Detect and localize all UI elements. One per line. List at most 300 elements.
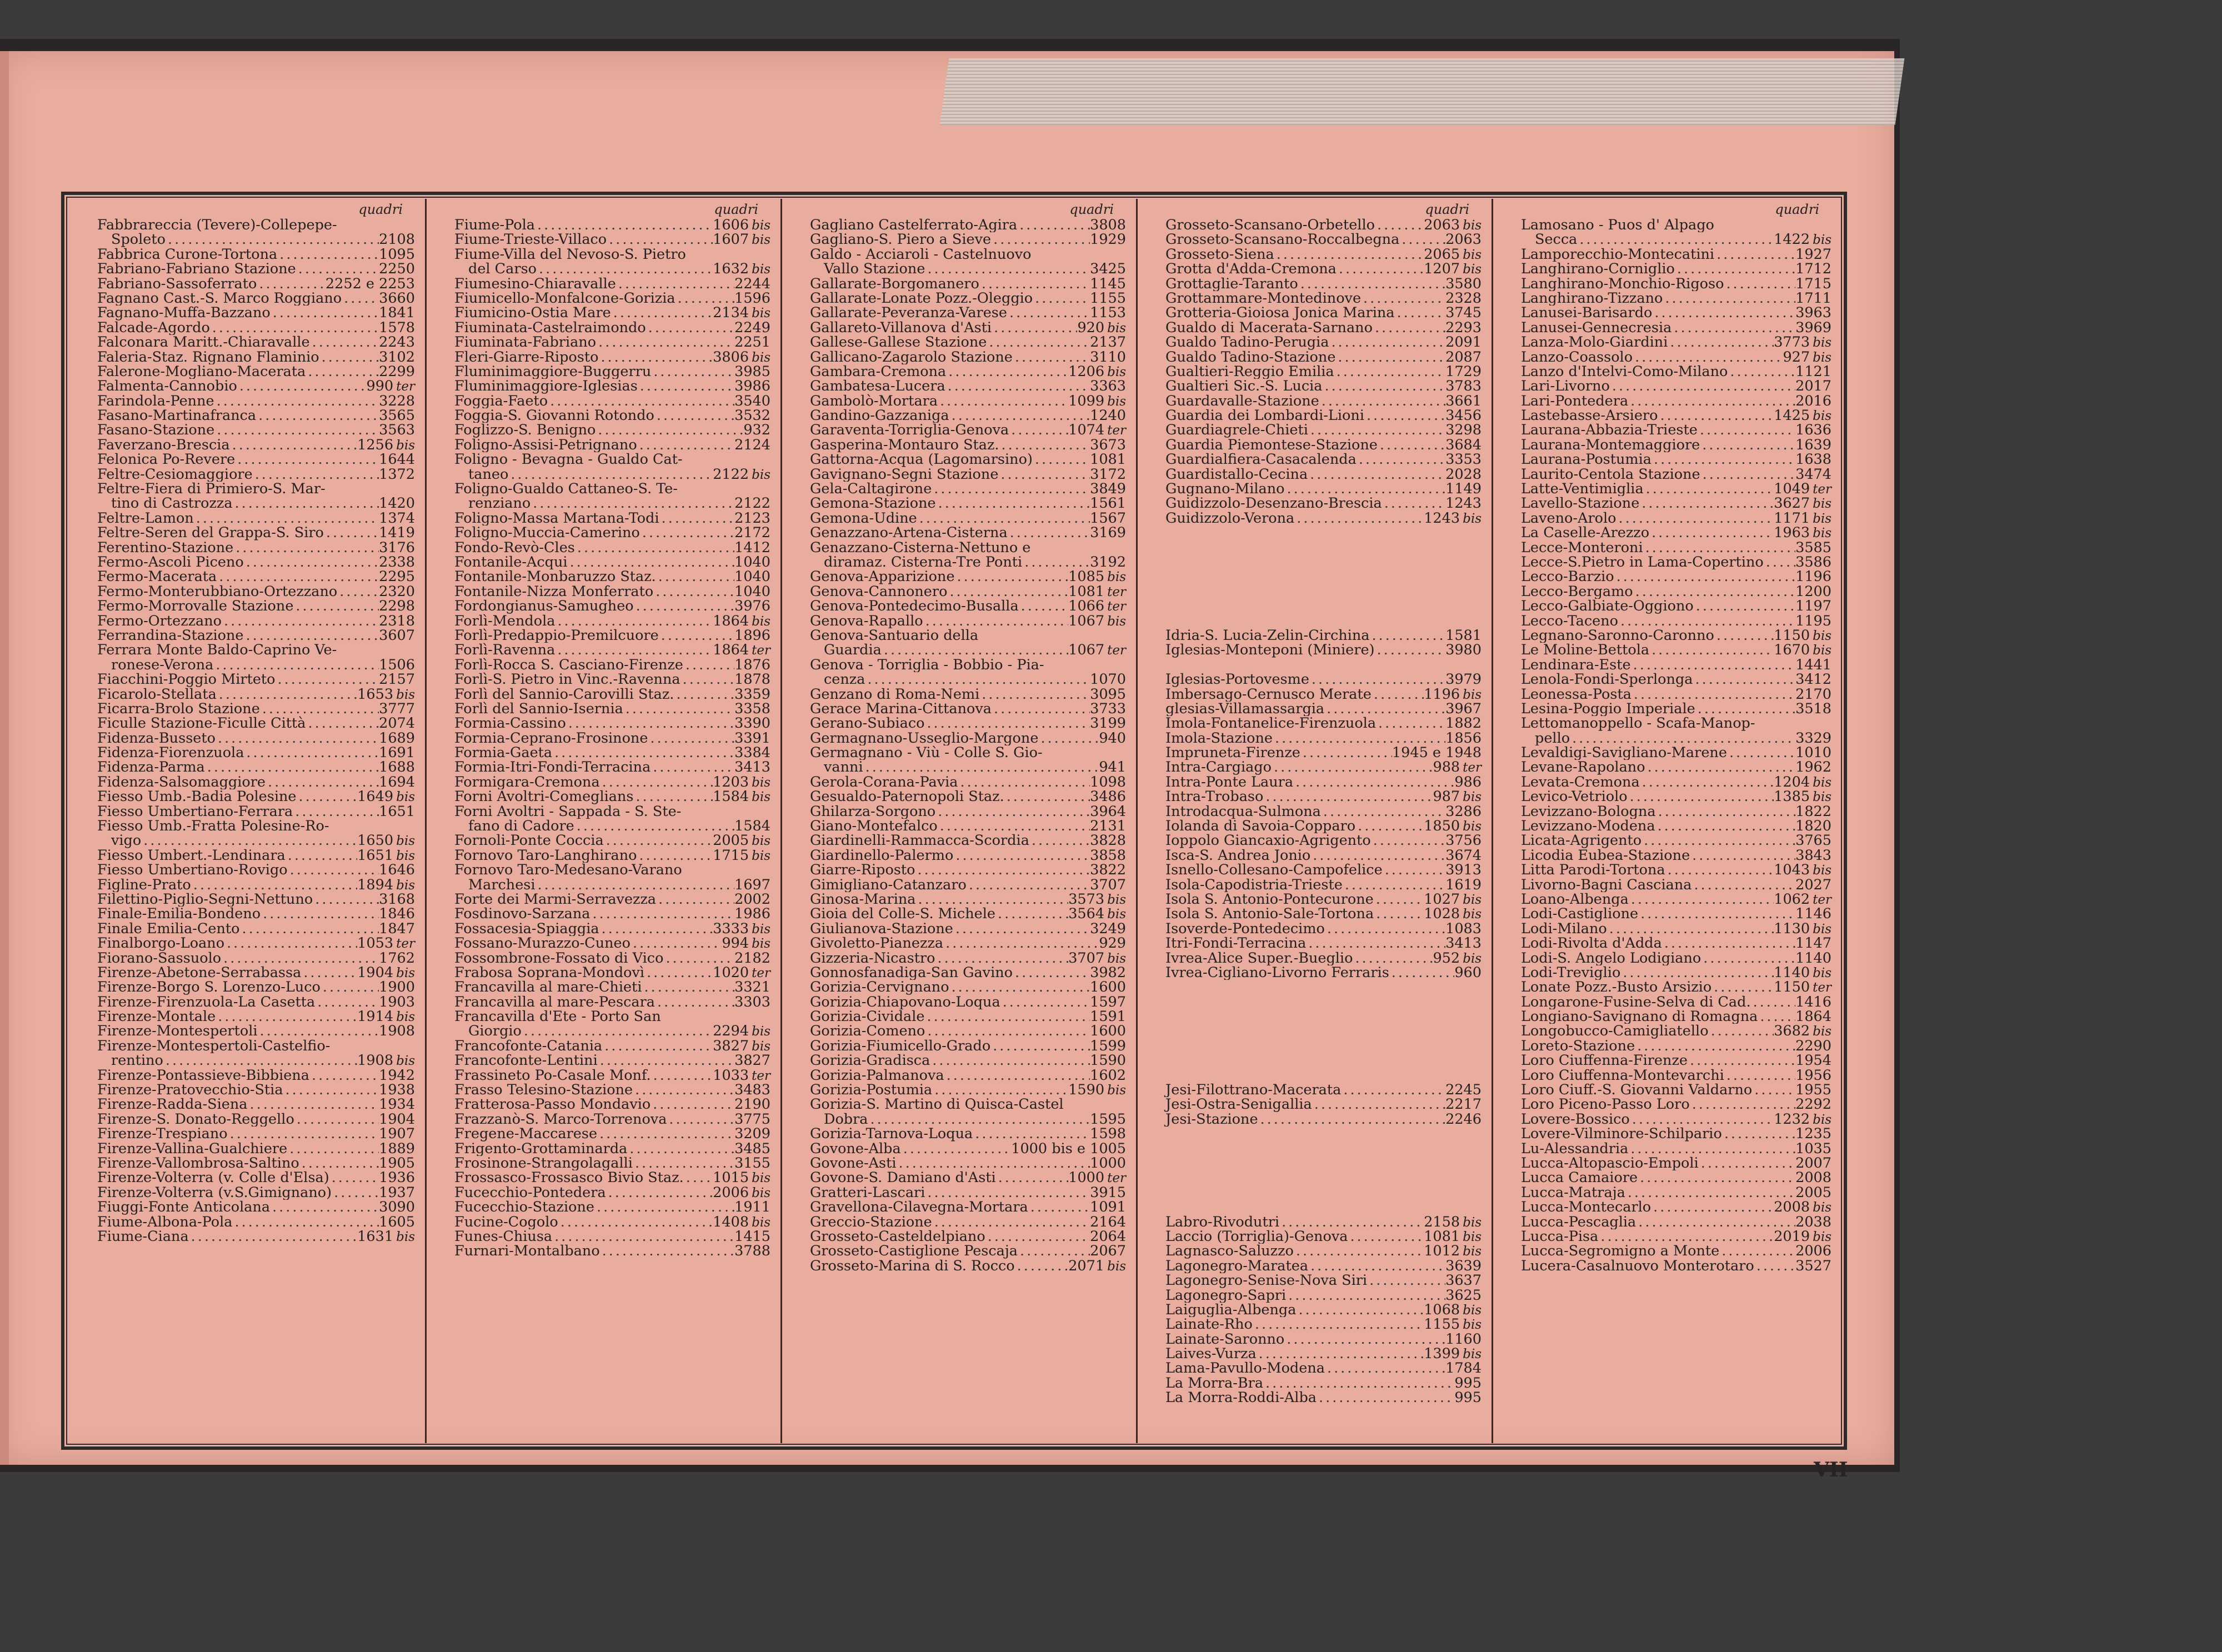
route-name: Imola-Stazione: [1165, 730, 1273, 746]
route-name: Gonnosfanadiga-San Gavino: [810, 965, 1013, 980]
leader-dots: [650, 1097, 734, 1112]
index-entry: [427, 833, 780, 848]
leader-dots: [535, 218, 713, 232]
index-entry: [1138, 306, 1492, 320]
route-name: Guardavalle-Stazione: [1165, 393, 1319, 409]
quadro-suffix: bis: [396, 1229, 415, 1244]
quadro-number: 3532: [734, 408, 770, 423]
quadro-number: 1878: [734, 672, 770, 687]
leader-dots: [655, 995, 734, 1009]
route-name: Introdacqua-Sulmona: [1165, 804, 1321, 819]
quadro-number: 2320: [379, 584, 415, 599]
route-name: Genazzano-Cisterna-Nettuno e: [810, 540, 1031, 555]
leader-dots: [935, 804, 1090, 819]
route-name: Isola-Capodistria-Trieste: [1165, 877, 1343, 892]
index-entry: [69, 731, 425, 745]
quadro-number: 3707: [1068, 950, 1105, 965]
leader-dots: [1325, 1361, 1445, 1375]
leader-dots: [1711, 980, 1774, 994]
leader-dots: [648, 731, 734, 745]
leader-dots: [566, 716, 734, 730]
route-name: Gorizia-Gradisca: [810, 1053, 930, 1068]
route-name: Lovere-Bossico: [1521, 1112, 1630, 1127]
leader-dots: [324, 525, 379, 540]
quadro-number: 3586: [1795, 554, 1831, 570]
index-entry: [1493, 863, 1841, 877]
quadro-number: 1651: [357, 848, 394, 863]
index-entry: [427, 452, 780, 467]
quadro-number: 3573: [1068, 892, 1105, 907]
quadro-number: 929: [1099, 936, 1126, 951]
route-name: Gemona-Udine: [810, 510, 917, 526]
quadro-number: 1408: [713, 1214, 749, 1229]
quadro-number: 2071: [1068, 1258, 1105, 1274]
leader-dots: [596, 335, 734, 349]
route-name: Jesi-Ostra-Senigallia: [1165, 1097, 1312, 1112]
leader-dots: [597, 1127, 734, 1141]
route-name: Firenze-Vallombrosa-Saltino: [97, 1156, 299, 1171]
index-entry: [69, 789, 425, 804]
route-name: Grosseto-Casteldelpiano: [810, 1229, 985, 1244]
index-entry: [782, 467, 1136, 482]
quadro-suffix: bis: [1813, 863, 1831, 878]
quadro-number: 1243: [1424, 510, 1460, 526]
index-entry: [782, 379, 1136, 393]
quadro-suffix: bis: [1813, 1200, 1831, 1215]
route-name: Firenze-Firenzuola-La Casetta: [97, 994, 316, 1010]
leader-dots: [1029, 833, 1090, 848]
quadro-number: 1020: [713, 965, 749, 980]
quadro-suffix: bis: [752, 467, 770, 482]
quadro-number: 1015: [713, 1170, 749, 1185]
quadro-number: 3808: [1090, 218, 1126, 233]
quadro-suffix: bis: [1463, 511, 1482, 526]
leader-dots: [656, 892, 734, 907]
index-entry: [782, 511, 1136, 525]
quadro-number: 1506: [379, 657, 415, 673]
leader-dots: [1699, 1156, 1795, 1170]
leader-dots: [552, 1229, 734, 1244]
route-name: Laveno-Arolo: [1521, 510, 1617, 526]
quadro-number: 2294: [713, 1024, 749, 1039]
quadro-number: 3915: [1090, 1185, 1126, 1200]
quadro-number: 1415: [734, 1229, 770, 1244]
route-name: fano di Cadore: [468, 819, 574, 834]
leader-dots: [230, 438, 358, 452]
route-name: Giardinello-Palermo: [810, 848, 954, 863]
page-margin: [0, 51, 9, 1465]
route-name: Fermo-Ascoli Piceno: [97, 554, 244, 570]
index-entry: [69, 995, 425, 1009]
quadro-number: 1196: [1795, 569, 1831, 584]
leader-dots: [1317, 1390, 1454, 1405]
quadro-suffix: bis: [1107, 892, 1126, 907]
leader-dots: [536, 878, 735, 892]
route-name: Lucca-Pisa: [1521, 1229, 1599, 1244]
leader-dots: [634, 789, 713, 804]
quadro-suffix: ter: [1107, 584, 1126, 599]
quadro-number: 3827: [713, 1038, 749, 1054]
index-entry: [69, 965, 425, 980]
leader-dots: [600, 1244, 734, 1258]
index-entry: [427, 555, 780, 569]
route-name: Lodi-Treviglio: [1521, 965, 1621, 980]
route-name: Gerola-Corana-Pavia: [810, 774, 958, 790]
route-name: Lodi-S. Angelo Lodigiano: [1521, 950, 1701, 965]
quadro-number: 1083: [1445, 921, 1482, 937]
leader-dots: [1652, 306, 1795, 320]
index-column-5: [1492, 199, 1841, 1443]
index-entry: [1138, 702, 1492, 716]
quadro-number: 3329: [1795, 730, 1831, 746]
index-entry: [1493, 936, 1841, 950]
route-name: Gorizia-Cervignano: [810, 980, 949, 995]
index-entry: [427, 1156, 780, 1170]
route-name: Guardia Piemontese-Stazione: [1165, 437, 1378, 453]
index-entry: [1493, 525, 1841, 540]
index-entry: [1138, 394, 1492, 408]
route-name: Lainate-Rho: [1165, 1317, 1253, 1332]
quadro-number: 3540: [734, 393, 770, 409]
leader-dots: [944, 1068, 1090, 1083]
quadro-number: 3456: [1445, 408, 1482, 423]
index-entry: [782, 804, 1136, 819]
leader-dots: [235, 452, 379, 467]
route-name: Labro-Rivodutri: [1165, 1214, 1280, 1229]
route-name: Giorgio: [468, 1024, 522, 1039]
quadro-number: 2243: [379, 335, 415, 350]
leader-dots: [667, 1112, 734, 1127]
route-name: Felonica Po-Revere: [97, 452, 236, 467]
leader-dots: [301, 965, 357, 980]
index-entry: [69, 1083, 425, 1097]
quadro-number: 2295: [379, 569, 415, 584]
leader-dots: [332, 1185, 379, 1200]
quadro-number: 1584: [734, 819, 770, 834]
quadro-suffix: bis: [1107, 570, 1126, 584]
quadro-suffix: ter: [752, 1068, 770, 1083]
quadro-number: 1938: [379, 1083, 415, 1098]
quadro-number: 3639: [1445, 1258, 1482, 1274]
index-entry: [69, 922, 425, 936]
leader-dots: [141, 833, 357, 848]
quadro-number: 1121: [1795, 364, 1831, 379]
quadro-number: 1688: [379, 760, 415, 775]
leader-dots: [1296, 1303, 1424, 1317]
quadro-number: 3745: [1445, 306, 1482, 321]
index-entry: [782, 364, 1136, 379]
quadro-number: 1067: [1068, 643, 1105, 658]
leader-dots: [882, 643, 1068, 657]
leader-dots: [938, 394, 1068, 408]
leader-dots: [552, 745, 734, 760]
index-entry: [1138, 364, 1492, 379]
spacer: [1138, 1127, 1492, 1141]
index-entry: [782, 438, 1136, 452]
quadro-suffix: bis: [1813, 233, 1831, 247]
route-name: Gambara-Cremona: [810, 364, 947, 379]
index-entry: [1493, 922, 1841, 936]
leader-dots: [1629, 892, 1774, 907]
leader-dots: [1263, 789, 1433, 804]
leader-dots: [1007, 306, 1090, 320]
leader-dots: [1329, 335, 1445, 349]
quadro-number: 3168: [379, 892, 415, 907]
leader-dots: [217, 687, 357, 702]
leader-dots: [342, 291, 379, 306]
index-entry: [782, 951, 1136, 965]
index-entry: [427, 350, 780, 364]
route-name: Lenola-Fondi-Sperlonga: [1521, 672, 1693, 687]
route-name: Lastebasse-Arsiero: [1521, 408, 1658, 423]
leader-dots: [1325, 922, 1445, 936]
leader-dots: [683, 658, 734, 672]
quadro-number: 1955: [1795, 1083, 1831, 1098]
quadro-number: 2027: [1795, 877, 1831, 892]
quadro-number: 1147: [1795, 936, 1831, 951]
quadro-number: 1908: [379, 1024, 415, 1039]
index-entry: [1138, 745, 1492, 760]
leader-dots: [1758, 1009, 1795, 1024]
leader-dots: [214, 423, 379, 437]
route-name: Fabriano-Sassoferrato: [97, 276, 257, 291]
spacer: [1138, 614, 1492, 628]
quadro-number: 3707: [1090, 877, 1126, 892]
leader-dots: [999, 438, 1090, 452]
index-entry: [69, 1215, 425, 1229]
quadro-suffix: bis: [1463, 907, 1482, 922]
route-name: Gallarate-Borgomanero: [810, 276, 979, 291]
route-name: Isca-S. Andrea Jonio: [1165, 848, 1311, 863]
quadro-number: 3913: [1445, 863, 1482, 878]
leader-dots: [1625, 1185, 1795, 1200]
route-name: renziano: [468, 496, 531, 511]
route-name: Giulianova-Stazione: [810, 921, 953, 937]
quadro-number: 3843: [1795, 848, 1831, 863]
quadro-number: 940: [1099, 730, 1126, 746]
leader-dots: [674, 687, 734, 702]
leader-dots: [319, 350, 379, 364]
quadro-number: 2134: [713, 306, 749, 321]
leader-dots: [630, 936, 722, 950]
route-name: Guidizzolo-Desenzano-Brescia: [1165, 496, 1382, 511]
leader-dots: [598, 350, 713, 364]
route-name: Grotteria-Gioiosa Jonica Marina: [1165, 306, 1395, 321]
quadro-number: 2245: [1445, 1083, 1482, 1098]
index-entry: [427, 262, 780, 276]
route-name: Fasano-Stazione: [97, 423, 215, 438]
quadro-number: 3286: [1445, 804, 1482, 819]
index-entry: [69, 1142, 425, 1156]
quadro-number: 1715: [1795, 276, 1831, 291]
quadro-number: 1715: [713, 848, 749, 863]
index-entry: [1138, 1390, 1492, 1405]
quadro-number: 3518: [1795, 701, 1831, 717]
quadro-suffix: bis: [396, 790, 415, 804]
index-entry: [427, 467, 780, 482]
index-entry: [427, 702, 780, 716]
index-entry: [69, 232, 425, 247]
route-name: Latte-Ventimiglia: [1521, 482, 1644, 497]
index-entry: [1493, 1112, 1841, 1127]
quadro-number: 3684: [1445, 437, 1482, 453]
leader-dots: [1639, 496, 1774, 510]
quadro-number: 1822: [1795, 804, 1831, 819]
index-entry: [427, 731, 780, 745]
quadro-number: 2318: [379, 613, 415, 628]
quadro-number: 927: [1783, 349, 1810, 364]
quadro-number: 2122: [713, 467, 749, 482]
leader-dots: [283, 1083, 379, 1097]
route-name: Filettino-Piglio-Segni-Nettuno: [97, 892, 313, 907]
index-entry: [1138, 789, 1492, 804]
index-entry: [1493, 951, 1841, 965]
quadro-number: 1420: [379, 496, 415, 511]
index-entry: [427, 394, 780, 408]
leader-dots: [244, 628, 379, 643]
route-name: Firenze-Trespiano: [97, 1127, 228, 1142]
leader-dots: [1727, 745, 1795, 760]
quadro-number: 2005: [713, 833, 749, 848]
route-name: Ivrea-Alice Super.-Bueglio: [1165, 950, 1353, 965]
route-name: Fermo-Morrovalle Stazione: [97, 599, 294, 614]
index-entry: [69, 1127, 425, 1141]
quadro-number: 2067: [1090, 1244, 1126, 1259]
route-name: Grosseto-Scansano-Roccalbegna: [1165, 232, 1400, 247]
index-entry: [69, 1039, 425, 1053]
quadro-number: 3391: [734, 730, 770, 746]
quadro-suffix: bis: [1813, 790, 1831, 804]
leader-dots: [321, 980, 379, 994]
spacer: [1138, 540, 1492, 555]
index-entry: [782, 423, 1136, 437]
route-name: Grosseto-Castiglione Pescaja: [810, 1244, 1018, 1259]
index-entry: [1138, 878, 1492, 892]
quadro-suffix: bis: [1813, 775, 1831, 790]
leader-dots: [1399, 232, 1445, 247]
index-entry: [1493, 848, 1841, 863]
quadro-number: 1000 bis e 1005: [1011, 1141, 1126, 1156]
quadro-number: 2157: [379, 672, 415, 687]
route-name: Ferentino-Stazione: [97, 540, 234, 555]
route-name: Falmenta-Cannobio: [97, 379, 237, 394]
leader-dots: [642, 980, 735, 994]
quadro-number: 3756: [1445, 833, 1482, 848]
spacer: [1138, 1024, 1492, 1038]
quadro-number: 3733: [1090, 701, 1126, 717]
quadro-number: 1155: [1424, 1317, 1460, 1332]
route-name: Gambolò-Mortara: [810, 393, 938, 409]
quadro-number: 1619: [1445, 877, 1482, 892]
index-entry: [1493, 965, 1841, 980]
route-name: Givoletto-Pianezza: [810, 936, 944, 951]
quadro-suffix: bis: [752, 262, 770, 277]
quadro-number: 1639: [1795, 437, 1831, 453]
route-name: Forlì-Mendola: [454, 613, 556, 628]
quadro-number: 1784: [1445, 1361, 1482, 1376]
quadro-number: 3964: [1090, 804, 1126, 819]
route-name: glesias-Villamassargia: [1165, 701, 1325, 717]
leader-dots: [1337, 262, 1424, 276]
leader-dots: [1614, 569, 1795, 584]
route-name: Ficulle Stazione-Ficulle Città: [97, 716, 306, 731]
quadro-number: 2063: [1445, 232, 1482, 247]
leader-dots: [945, 379, 1090, 393]
quadro-number: 3298: [1445, 423, 1482, 438]
leader-dots: [973, 1127, 1090, 1141]
index-entry: [1138, 467, 1492, 482]
leader-dots: [1636, 1215, 1795, 1229]
quadro-number: 1232: [1774, 1112, 1810, 1127]
leader-dots: [953, 848, 1090, 863]
quadro-number: 3661: [1445, 393, 1482, 409]
leader-dots: [863, 760, 1099, 774]
index-entry: [1493, 1156, 1841, 1170]
leader-dots: [1656, 804, 1795, 819]
route-name: Forlì-Predappio-Premilcuore: [454, 628, 659, 643]
quadro-number: 1591: [1090, 1009, 1126, 1024]
quadro-number: 1894: [357, 877, 394, 892]
leader-dots: [654, 408, 734, 423]
leader-dots: [923, 614, 1069, 628]
quadro-number: 932: [743, 423, 770, 438]
quadro-number: 3985: [734, 364, 770, 379]
page-edges: [940, 58, 1905, 125]
leader-dots: [1628, 394, 1795, 408]
leader-dots: [1371, 833, 1445, 848]
quadro-number: 3673: [1090, 437, 1126, 453]
leader-dots: [1630, 1112, 1774, 1127]
quadro-suffix: bis: [1813, 497, 1831, 511]
index-entry: [427, 892, 780, 907]
route-name: Ioppolo Giancaxio-Agrigento: [1165, 833, 1371, 848]
leader-dots: [1308, 1259, 1445, 1273]
route-name: Fontanile-Nizza Monferrato: [454, 584, 654, 599]
index-entry: [782, 892, 1136, 907]
quadro-number: 3353: [1445, 452, 1482, 467]
index-entry: [69, 863, 425, 877]
route-name: Fiume-Albona-Pola: [97, 1214, 233, 1229]
leader-dots: [1383, 863, 1445, 877]
index-entry: [1138, 262, 1492, 276]
route-name: Laurana-Postumia: [1521, 452, 1652, 467]
leader-dots: [938, 819, 1090, 833]
index-entry: [1138, 1083, 1492, 1097]
leader-dots: [1286, 1288, 1445, 1303]
leader-dots: [1310, 848, 1445, 863]
route-name: Fiesso Umbertiano-Ferrara: [97, 804, 293, 819]
index-entry: [1138, 1361, 1492, 1375]
route-name: Lari-Livorno: [1521, 379, 1610, 394]
quadro-number: 3358: [734, 701, 770, 717]
quadro-number: 1864: [1795, 1009, 1831, 1024]
index-entry: [1493, 1097, 1841, 1112]
quadro-number: 2087: [1445, 349, 1482, 364]
route-name: Faverzano-Brescia: [97, 437, 230, 453]
index-entry: [782, 702, 1136, 716]
index-entry: [1493, 878, 1841, 892]
quadro-number: 1841: [379, 306, 415, 321]
leader-dots: [943, 936, 1099, 950]
leader-dots: [1375, 218, 1424, 232]
leader-dots: [868, 1112, 1090, 1127]
quadro-number: 1160: [1445, 1331, 1482, 1347]
route-name: Fiume-Pola: [454, 218, 535, 233]
quadro-suffix: bis: [752, 1185, 770, 1200]
leader-dots: [947, 584, 1068, 599]
index-entry: [1493, 511, 1841, 525]
index-entry: [427, 1170, 780, 1185]
